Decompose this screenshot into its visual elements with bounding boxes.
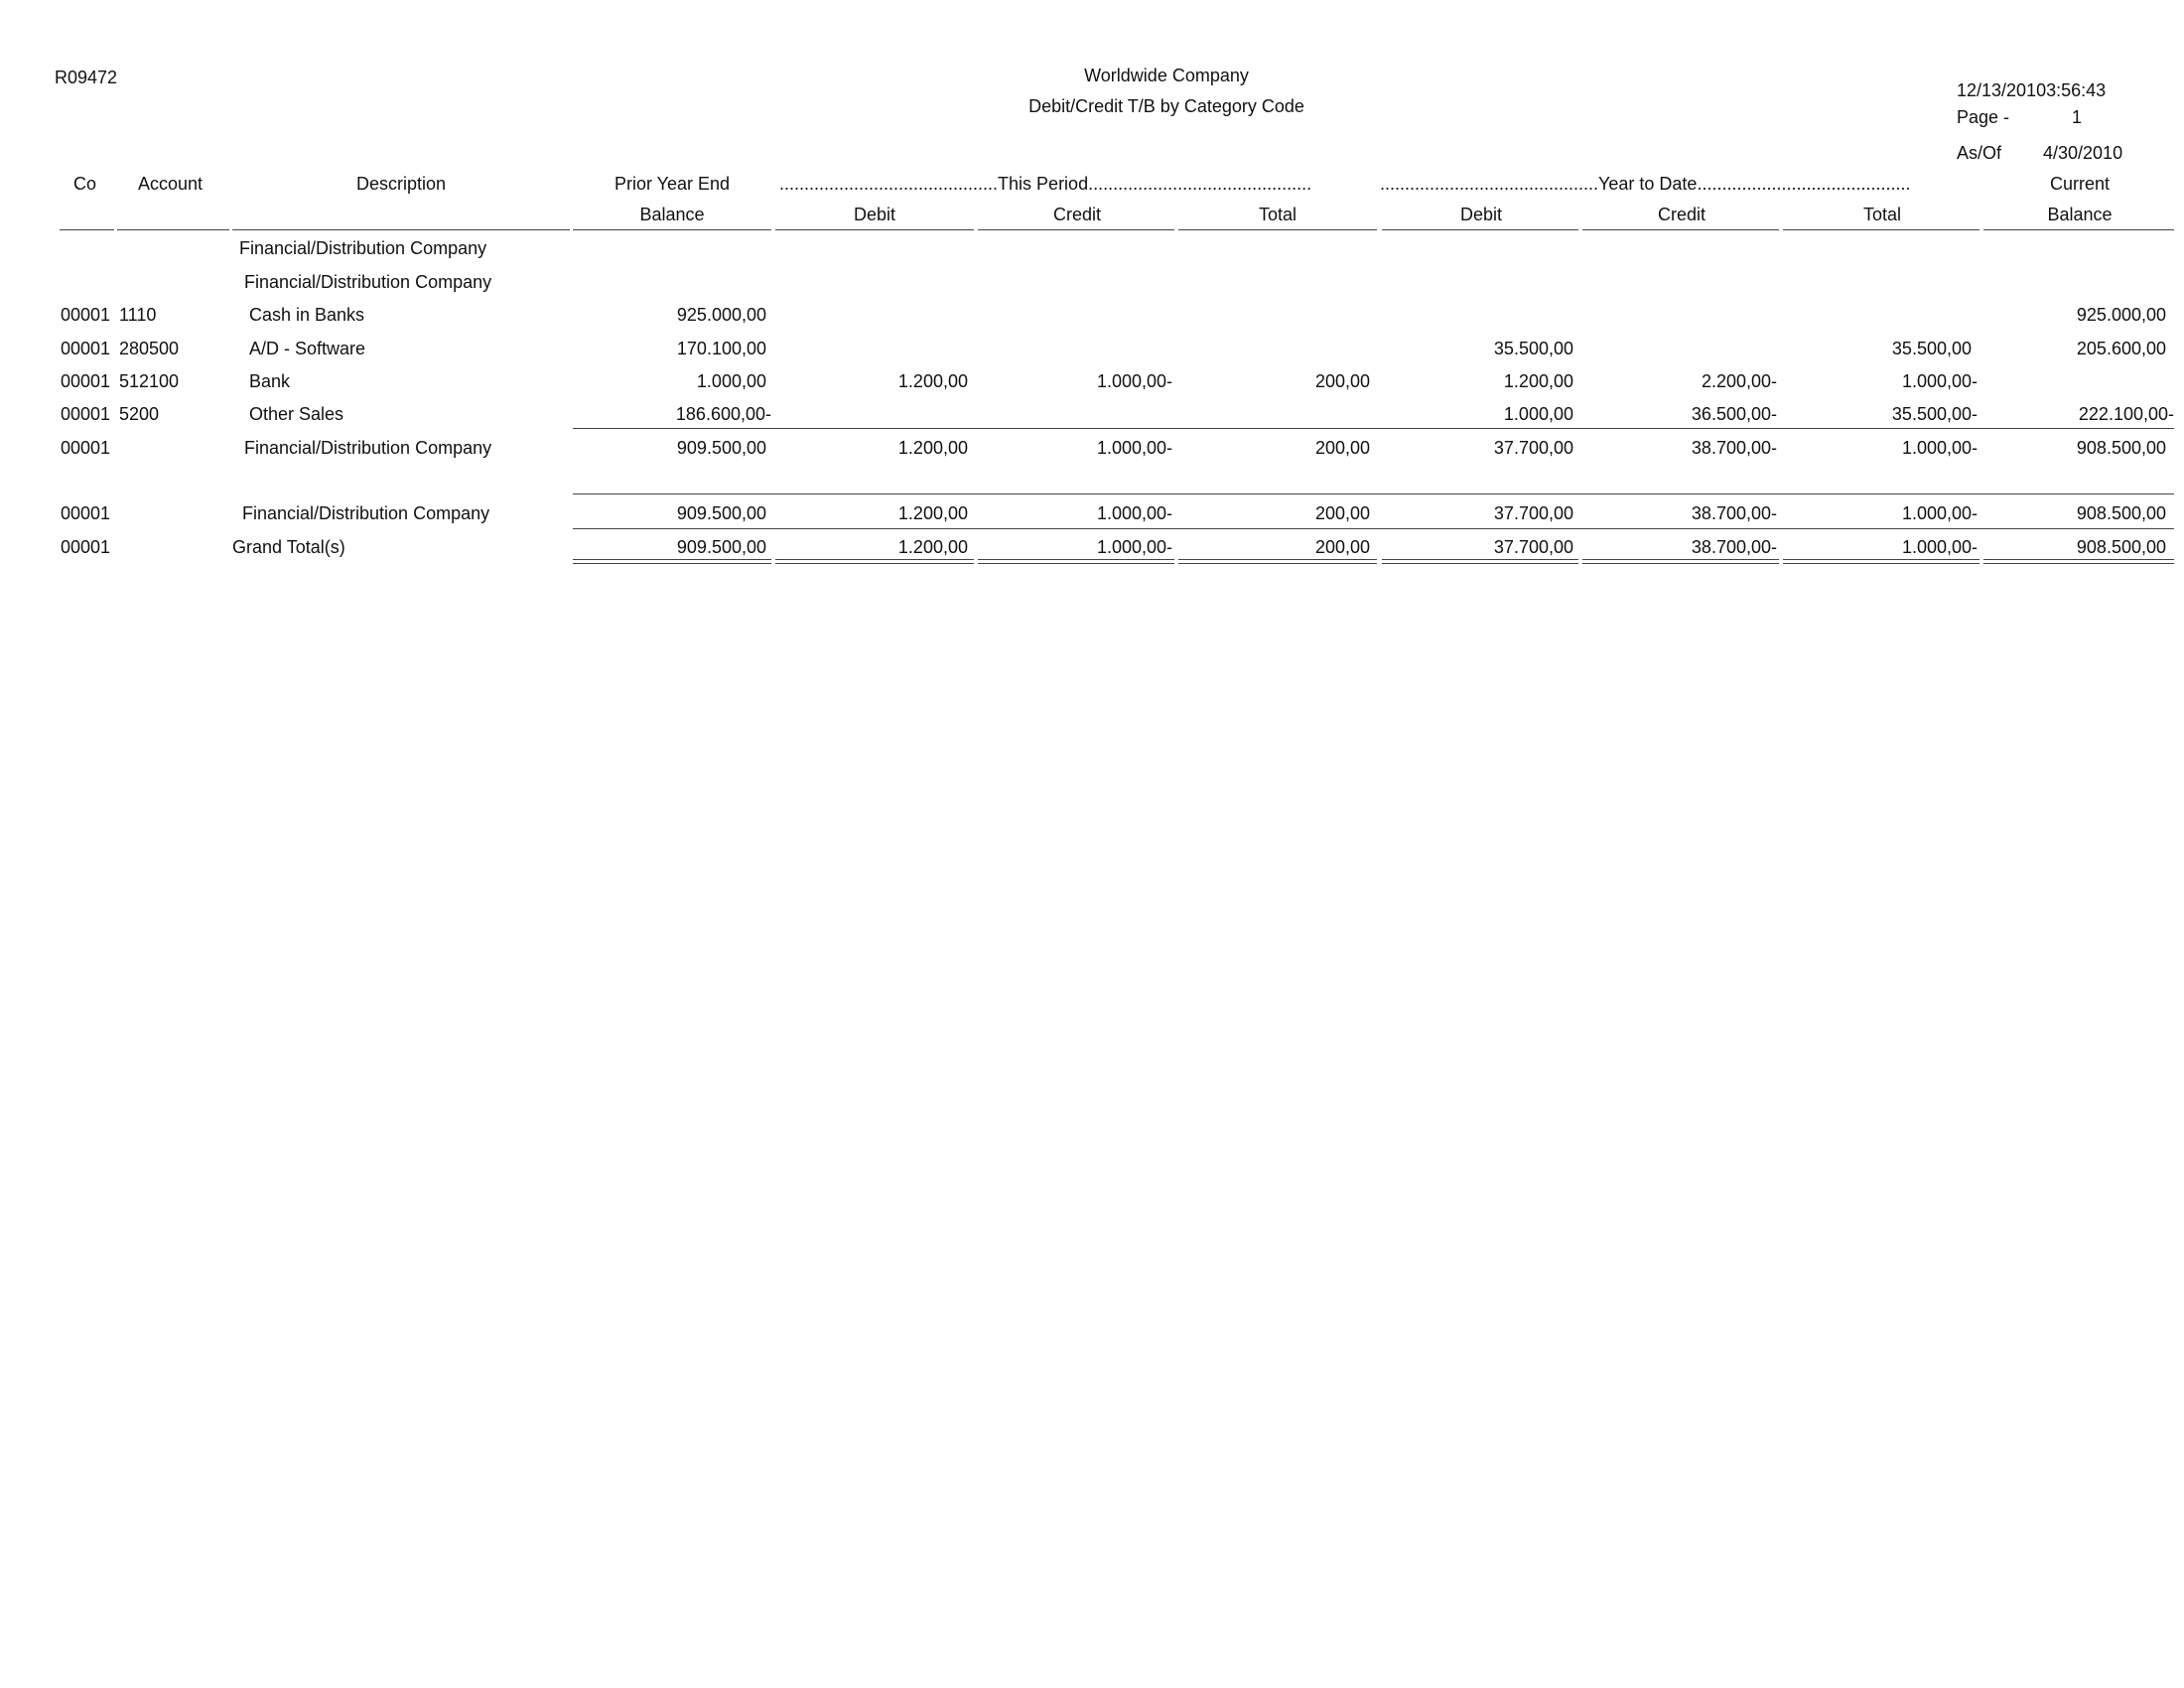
cell-ytd-credit: 38.700,00- [1691,438,1777,458]
report-id: R09472 [55,68,118,87]
cell-co: 00001 [61,339,111,358]
cell-tp-debit: 1.200,00 [897,503,968,523]
cell-tp-debit: 1.200,00 [897,438,968,458]
header-ytd-total: Total [1862,205,1902,224]
header-rule [1382,229,1578,230]
cell-ytd-debit: 37.700,00 [1493,438,1573,458]
header-current-line1: Current [2049,174,2111,194]
cell-tp-debit: 1.200,00 [897,371,968,391]
cell-prior-balance: 170.100,00 [676,339,766,358]
cell-ytd-debit: 1.000,00 [1503,404,1573,424]
cell-tp-credit: 1.000,00- [1096,537,1172,557]
cell-account: 1110 [119,305,157,325]
cell-account: 280500 [119,339,180,358]
cell-ytd-total: 1.000,00- [1901,438,1978,458]
cell-current-balance: 205.600,00 [2076,339,2166,358]
header-description: Description [355,174,447,194]
cell-co: 00001 [61,438,111,458]
double-rule [775,559,974,564]
cell-account: 512100 [119,371,180,391]
group-label: Financial/Distribution Company [244,272,492,292]
subtotal-rule [573,493,2174,494]
header-rule [232,229,570,230]
cell-current-balance: 222.100,00- [2078,404,2174,424]
cell-ytd-debit: 37.700,00 [1493,503,1573,523]
cell-ytd-total: 35.500,00- [1891,404,1978,424]
header-rule [775,229,974,230]
page-label: Page - [1957,107,2010,127]
cell-current-balance: 908.500,00 [2076,438,2166,458]
cell-ytd-total: 35.500,00 [1891,339,1972,358]
header-co: Co [73,174,97,194]
cell-ytd-credit: 38.700,00- [1691,537,1777,557]
header-rule [117,229,229,230]
cell-prior-balance: 909.500,00 [676,537,766,557]
double-rule [1783,559,1979,564]
header-tp-credit: Credit [1052,205,1101,224]
cell-description: Other Sales [249,404,344,424]
header-year-to-date: ............................................Year to Date........................................... [1380,174,1911,194]
header-prior-line1: Prior Year End [614,174,731,194]
header-rule [60,229,114,230]
cell-tp-debit: 1.200,00 [897,537,968,557]
company-name: Worldwide Company [1084,66,1249,85]
cell-co: 00001 [61,404,111,424]
header-current-line2: Balance [2047,205,2113,224]
cell-ytd-credit: 36.500,00- [1691,404,1777,424]
double-rule [573,559,771,564]
cell-description: Cash in Banks [249,305,365,325]
grand-total-rule [573,528,2174,529]
cell-tp-total: 200,00 [1314,503,1370,523]
header-tp-debit: Debit [853,205,896,224]
asof-label: As/Of [1957,143,2002,163]
header-account: Account [138,174,204,194]
cell-account: 5200 [119,404,160,424]
header-rule [1582,229,1779,230]
header-rule [978,229,1174,230]
header-rule [1178,229,1377,230]
header-rule [1983,229,2174,230]
header-rule [573,229,771,230]
cell-tp-total: 200,00 [1314,371,1370,391]
cell-co: 00001 [61,537,111,557]
double-rule [1382,559,1578,564]
page-number: 1 [2072,107,2083,127]
cell-ytd-credit: 38.700,00- [1691,503,1777,523]
header-this-period: ............................................This Period............................................. [779,174,1312,194]
header-ytd-debit: Debit [1459,205,1503,224]
cell-tp-credit: 1.000,00- [1096,438,1172,458]
cell-ytd-debit: 37.700,00 [1493,537,1573,557]
cell-tp-credit: 1.000,00- [1096,503,1172,523]
report-title: Debit/Credit T/B by Category Code [1028,96,1304,116]
cell-ytd-total: 1.000,00- [1901,503,1978,523]
header-ytd-credit: Credit [1657,205,1706,224]
cell-ytd-total: 1.000,00- [1901,371,1978,391]
cell-prior-balance: 186.600,00- [675,404,771,424]
subtotal-rule [573,428,2174,429]
cell-ytd-debit: 1.200,00 [1503,371,1573,391]
cell-description: Financial/Distribution Company [242,503,490,523]
cell-description: Grand Total(s) [232,537,345,557]
cell-prior-balance: 1.000,00 [696,371,766,391]
double-rule [1983,559,2174,564]
cell-co: 00001 [61,503,111,523]
cell-description: A/D - Software [249,339,366,358]
header-rule [1783,229,1979,230]
cell-co: 00001 [61,371,111,391]
cell-current-balance: 908.500,00 [2076,537,2166,557]
report-datetime: 12/13/20103:56:43 [1957,80,2107,100]
cell-ytd-debit: 35.500,00 [1493,339,1573,358]
cell-current-balance: 908.500,00 [2076,503,2166,523]
cell-tp-credit: 1.000,00- [1096,371,1172,391]
double-rule [1178,559,1377,564]
cell-current-balance: 925.000,00 [2076,305,2166,325]
header-tp-total: Total [1258,205,1297,224]
group-label: Financial/Distribution Company [239,238,487,258]
asof-date: 4/30/2010 [2043,143,2123,163]
cell-description: Financial/Distribution Company [244,438,492,458]
cell-tp-total: 200,00 [1314,537,1370,557]
cell-ytd-total: 1.000,00- [1901,537,1978,557]
cell-prior-balance: 909.500,00 [676,503,766,523]
cell-ytd-credit: 2.200,00- [1701,371,1777,391]
cell-description: Bank [249,371,291,391]
double-rule [1582,559,1779,564]
cell-co: 00001 [61,305,111,325]
header-prior-line2: Balance [639,205,705,224]
cell-prior-balance: 925.000,00 [676,305,766,325]
cell-tp-total: 200,00 [1314,438,1370,458]
cell-prior-balance: 909.500,00 [676,438,766,458]
double-rule [978,559,1174,564]
